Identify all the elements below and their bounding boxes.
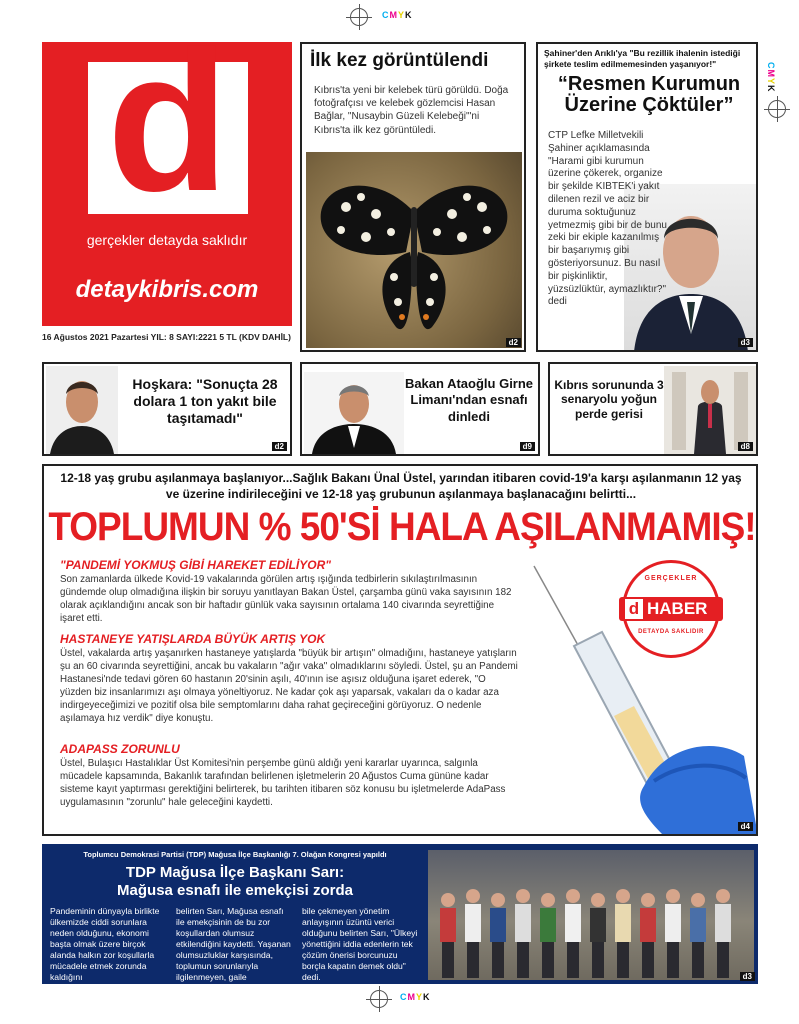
page-ref: d9 (520, 442, 535, 451)
portrait-man-icon (46, 366, 118, 454)
sahiner-title: “Resmen Kurumun Üzerine Çöktüler” (557, 73, 741, 116)
teaser-title: Kıbrıs sorununda 3 senaryolu yoğun perde gerisi (554, 378, 664, 421)
main-story[interactable] (42, 464, 758, 836)
group-photo-icon (428, 850, 754, 980)
haber-stamp (622, 560, 720, 658)
tdp-kicker: Toplumcu Demokrasi Partisi (TDP) Mağusa İlçe Başkanlığı 7. Olağan Kongresi yapıldı (83, 850, 387, 859)
portrait-man-icon (304, 372, 404, 454)
butterfly-photo (306, 152, 522, 348)
butterfly-story[interactable] (300, 42, 526, 352)
butterfly-icon (306, 152, 522, 348)
logo-box (88, 10, 248, 233)
sahiner-story[interactable] (536, 42, 758, 352)
kibris-photo (664, 366, 756, 454)
stamp-badge-text: HABER (647, 599, 708, 618)
section-text: Üstel, vakalarda artış yaşanırken hastaneye yatışlarda "büyük bir artışın" olmadığını, hastaneye yatışların şu an 60 civarında seyrettiğini, ancak bu vakaların "ağır vaka" olmadıklarını söyledi. Üstel, şu an Pandemi Hastanesi'nde tedavi gören 60 hastanın 20'sinin aşılı, 40'ının ise aşısız olduğuna işaret ederek, "O yüzden biz insanlarımızı aşı olmaya yöneltiyoruz. Ne kadar çok aşı yaparsak, vakaları da o kadar aza indirgeyeceğimizi ve pozitif olsa bile semptomlarını daha rahat geçireceğini görüyoruz. O nedenle aşılamaya hız verdik" diye konuştu. (60, 648, 518, 724)
stamp-bottom-text: DETAYDA SAKLIDIR (638, 629, 704, 635)
tdp-column: belirten Sarı, Mağusa esnafı ile emekçisinin de bu zor koşullardan olumsuz etkilendiğini kaydetti. Yaşanan olumsuzluklar karşısında, toplumun sorunlarıyla ilgilenmeyen, gaile (176, 906, 291, 982)
main-headline: TOPLUMUN % 50'Sİ HALA AŞILANMAMIŞ! (48, 504, 756, 549)
section-title: "PANDEMİ YOKMUŞ GİBİ HAREKET EDİLİYOR" (60, 558, 331, 572)
section-text: Son zamanlarda ülkede Kovid-19 vakalarında görülen artış ışığında tedbirlerin sıkılaştırılmasının gündemde olup olmadığına ilişkin bir soruyu yanıtlayan Bakan Üstel, çarşamba günü vaka sayısının 182 olarak açıklandığını ancak son bir haftadır günlük vaka sayısının ortalama 140 civarında seyrettiğine işaret etti. (60, 574, 512, 624)
section-title: HASTANEYE YATIŞLARDA BÜYÜK ARTIŞ YOK (60, 632, 326, 646)
teaser-title: Bakan Ataoğlu Girne Limanı'ndan esnafı dinledi (404, 376, 534, 424)
teaser-hoskara[interactable] (42, 362, 292, 456)
page-ref: d3 (738, 338, 753, 347)
butterfly-text: Kıbrıs'ta yeni bir kelebek türü görüldü. Doğa fotoğrafçısı ve kelebek gözlemcisi Hasan Bağlar, "Nusaybin Güzeli Kelebeği"'ni Kıbrıs'ta ilk kez görüntüledi. (314, 85, 509, 136)
page-ref: d2 (506, 338, 521, 347)
stamp-badge (619, 597, 723, 621)
sahiner-kicker: Şahiner'den Arıklı'ya "Bu rezillik ihalenin istediği şirkete teslim edilmemesinden yaşanıyor!" (544, 48, 741, 69)
ataoglu-photo (304, 372, 404, 454)
stamp-top-text: GERÇEKLER (644, 575, 698, 582)
page-ref: d2 (272, 442, 287, 451)
sahiner-text: CTP Lefke Milletvekili Şahiner açıklamasında "Harami gibi kurumun üzerine çökerek, organize bir şekilde KIBTEK'i yakıt dilenen rezil ve aciz bir duruma soktuğunuz yetmezmiş gibi bir de bunu zeki bir ekiple kazanılmış bir başarıymış gibi gösteriyorsunuz. Bu nasıl bir pişkinliktir, yüzsüzlüktür, aymazlıktır?" dedi (548, 130, 667, 308)
teaser-ataoglu[interactable] (300, 362, 540, 456)
registration-mark-top (350, 8, 368, 26)
site-url[interactable]: detaykibris.com (75, 276, 259, 303)
tdp-column: bile çekmeyen yönetim anlayışının üzüntü verici olduğunu belirten Sarı, "Ülkeyi yönettiğini iddia edenlerin tek çözüm önerisi borcunuzu borçla kapatın demek oldu" dedi. (302, 906, 418, 982)
page-ref: d3 (740, 972, 755, 981)
tdp-subtitle: Mağusa esnafı ile emekçisi zorda (117, 882, 353, 899)
page-ref: d4 (738, 822, 753, 831)
masthead (42, 10, 292, 326)
cmyk-strip-right: CMYK (766, 62, 776, 93)
portrait-man-icon (664, 366, 756, 454)
registration-mark-right (768, 100, 786, 118)
registration-mark-bottom (370, 990, 388, 1008)
section-text: Üstel, Bulaşıcı Hastalıklar Üst Komitesi'nin perşembe günü aldığı yeni kararlar uyarınca, salgınla mücadele kapsamında, Bakanlık tarafından belirlenen işletmelerin 20 Ağustos Cuma gününe kadar sisteme kayıt yaptırması gerektiğini belirterek, bu tarihten itibaren söz konusu bu işletmelerde AdaPass uygulamasının "zorunlu" hale geleceğini kaydetti. (60, 758, 506, 808)
tdp-column: Pandeminin dünyayla birlikte ülkemizde ciddi sorunlara neden olduğunu, ekonomi başta olmak üzere birçok alanda halkın zor koşullarla mücadele etmek zorunda kaldığını (50, 906, 160, 982)
tdp-title: TDP Mağusa İlçe Başkanı Sarı: (125, 864, 345, 881)
tdp-group-photo (428, 850, 754, 980)
butterfly-title: İlk kez görüntülendi (310, 50, 489, 71)
cmyk-strip-top: CMYK (382, 10, 413, 20)
logo-letter: d (106, 10, 230, 233)
page-ref: d8 (738, 442, 753, 451)
main-kicker: 12-18 yaş grubu aşılanmaya başlanıyor...Sağlık Bakanı Ünal Üstel, yarından itibaren covid-19'a karşı aşılanmanın 12 yaş ve üzerine indirileceğini ve 12-18 yaş grubunun aşılanmaya başlanacağını belirtti... (60, 471, 742, 502)
tdp-story[interactable] (42, 844, 758, 984)
cmyk-strip-bottom: CMYK (400, 992, 431, 1002)
hoskara-photo (46, 366, 118, 454)
section-title: ADAPASS ZORUNLU (60, 742, 180, 756)
teaser-title: Hoşkara: "Sonuçta 28 dolara 1 ton yakıt bile taşıtamadı" (132, 376, 278, 426)
stamp-badge-letter: d (625, 599, 643, 619)
slogan: gerçekler detayda saklıdır (86, 232, 248, 248)
date-line: 16 Ağustos 2021 Pazartesi YIL: 8 SAYI:2221 5 TL (KDV DAHİL) (42, 332, 291, 342)
teaser-kibris[interactable] (548, 362, 758, 456)
